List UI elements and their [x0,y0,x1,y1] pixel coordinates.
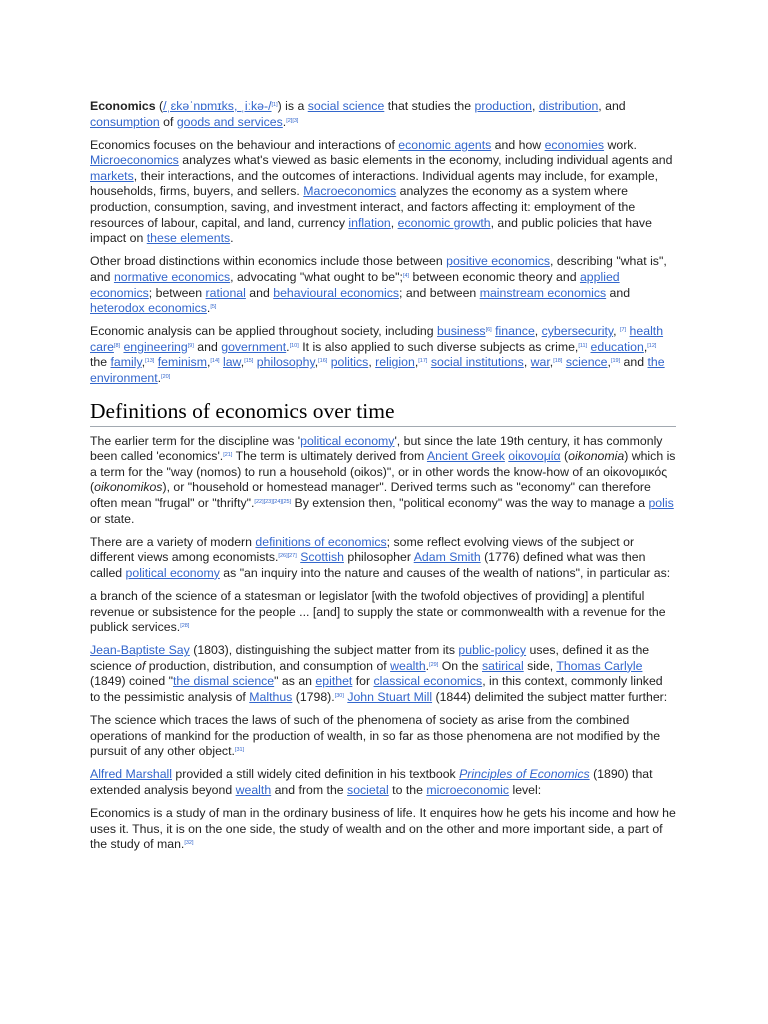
text-run: , [141,355,146,370]
link-microeconomics[interactable]: Microeconomics [90,153,179,168]
text-run: level: [509,782,542,797]
intro-paragraph-2 [90,138,676,247]
text-run: (1798). [292,690,335,704]
link-distribution[interactable]: distribution [538,99,599,113]
definitions-paragraph-2 [90,535,676,582]
link-heterodox-economics[interactable]: heterodox economics [90,301,207,316]
intro-paragraph-4 [90,324,676,386]
text-run: as "an inquiry into the nature and causes of the wealth of nations", in particular as: [219,565,671,580]
definitions-paragraph-6 [90,767,676,798]
text-run: ) is a [277,99,308,113]
text-run: Economics focuses on the behaviour and interactions of [90,137,399,152]
link-these-elements[interactable]: these elements [146,231,231,246]
text-run: By extension then, "political economy" was the way to manage a [291,495,649,510]
link-jean-baptiste-say[interactable]: Jean-Baptiste Say [90,643,190,658]
citation-ref[interactable]: [18] [553,358,563,365]
citation-ref[interactable]: [12] [647,342,657,349]
text-run: . [425,658,430,673]
citation-ref[interactable]: [17] [418,358,428,365]
link-wealth[interactable]: wealth [235,782,272,797]
text-run: , and public policies that have impact on [90,215,652,246]
text-run: (1849) coined " [90,674,173,689]
link-feminism[interactable]: feminism [157,355,207,370]
text-run: a branch of the science of a statesman or legislator [with the twofold objectives of providing] a plentiful revenue or subsistence for the people ... [and] to supply the state or commonwealth with a revenue for the publick services. [90,588,666,635]
text-run: side, [523,658,557,673]
link-cybersecurity[interactable]: cybersecurity [541,324,614,339]
definitions-section [90,434,676,853]
citation-ref[interactable]: [32] [184,840,194,847]
text-run: uses, defined it as the science [90,643,650,673]
link-definitions-of-economics[interactable]: definitions of economics [255,534,387,549]
link-positive-economics[interactable]: positive economics [446,254,551,269]
link-microeconomic[interactable]: microeconomic [426,782,510,797]
citation-ref[interactable]: [22][23][24][25] [254,498,292,505]
link-goods-and-services[interactable]: goods and services [176,114,283,129]
citation-ref[interactable]: [16] [318,358,328,365]
link-law[interactable]: law [222,355,241,370]
link-k-n-m-ks-i-k[interactable]: /ˌɛkəˈnɒmɪks, ˌiːkə-/ [163,99,272,113]
article-title-term: Economics [90,99,156,113]
italic-term: oikonomia [568,449,625,464]
link-religion[interactable]: religion [375,355,415,370]
citation-ref[interactable]: [11] [578,342,588,349]
link-the-dismal-science[interactable]: the dismal science [172,674,275,689]
citation-ref[interactable]: [26][27] [278,553,297,560]
text-run: . [230,231,234,246]
text-run: , [206,355,211,370]
text-run: , [534,324,542,339]
link-macroeconomics[interactable]: Macroeconomics [303,184,397,199]
link-satirical[interactable]: satirical [482,658,524,673]
link-epithet[interactable]: epithet [315,674,353,689]
text-run: , advocating "what ought to be"; [230,269,403,284]
text-run: The science which traces the laws of such of the phenomena of society as arise from the combined operations of mankind for the production of wealth, in so far as those phenomena are not modified by the pursuit of any other object. [90,713,661,759]
citation-ref[interactable]: [21] [223,452,233,459]
text-run: production, distribution, and consumption of [145,658,391,673]
link-government[interactable]: government [221,339,287,354]
link-economic-growth[interactable]: economic growth [397,215,491,230]
section-heading: Definitions of economics over time [90,398,676,427]
link-polis[interactable]: polis [648,495,674,510]
text-run: , [549,355,554,370]
link-business[interactable]: business [437,324,486,339]
intro-paragraph-3 [90,254,676,316]
link-political-economy[interactable]: political economy [300,433,395,448]
citation-ref[interactable]: [9] [187,342,194,349]
link-applied-economics[interactable]: applied economics [90,269,620,300]
link-science[interactable]: science [565,355,608,370]
text-run: work. [604,137,637,152]
link-social-science[interactable]: social science [307,99,385,113]
text-run: analyzes the economy as a system where production, consumption, saving, and investment interact, and factors affecting it: employment of the resources of labour, capital, and land, currency [90,184,636,230]
text-run: It is also applied to such diverse subjects as crime, [298,339,579,354]
link-john-stuart-mill[interactable]: John Stuart Mill [347,690,433,704]
citation-ref[interactable]: [1] [271,102,278,108]
italic-term: oikonomikos [94,480,163,495]
text-run: ), or "household or homestead manager". Derived terms such as "economy" can therefore often mean "frugal" or "thrifty". [90,480,651,510]
link-principles-of-economics[interactable]: Principles of Economics [459,767,590,782]
link-political-economy[interactable]: political economy [125,565,220,580]
link-thomas-carlyle[interactable]: Thomas Carlyle [556,658,643,673]
link-scottish[interactable]: Scottish [300,550,344,565]
text-run: analyzes what's viewed as basic elements in the economy, including individual agents and [178,153,673,168]
link-finance[interactable]: finance [495,324,535,339]
link-societal[interactable]: societal [347,782,389,797]
text-run: , [414,355,419,370]
text-run: . [206,301,211,316]
text-run: The earlier term for the discipline was ' [90,433,301,448]
text-run: (1776) defined what was then called [90,550,646,580]
text-run: , [643,339,648,354]
link-consumption[interactable]: consumption [90,114,160,129]
text-run: On the [438,658,483,673]
definitions-paragraph-1 [90,434,676,528]
text-run: , [390,215,398,230]
text-run: that studies the [384,99,475,113]
intro-paragraph-1 [90,99,676,130]
citation-ref[interactable]: [6] [485,327,492,334]
text-run: Economic analysis can be applied throughout society, including [90,324,438,339]
text-run: , [314,355,319,370]
text-run: , and [598,99,626,113]
italic-term: of [135,658,146,673]
citation-ref[interactable]: [30] [334,693,344,699]
definitions-paragraph-7 [90,806,676,853]
text-run: " as an [274,674,316,689]
citation-ref[interactable]: [31] [234,747,245,754]
citation-ref[interactable]: [7] [620,327,627,334]
text-run: and [193,339,222,354]
text-run: . [157,371,162,385]
link-wealth[interactable]: wealth [390,658,426,673]
link-ancient-greek[interactable]: Ancient Greek [426,449,505,464]
link-war[interactable]: war [530,355,550,370]
text-run: (1803), distinguishing the subject matter from its [189,643,459,658]
citation-ref[interactable]: [29] [429,661,439,668]
intro-section [90,99,676,387]
text-run: , [607,355,611,370]
text-run: and [606,285,631,300]
link-politics[interactable]: politics [330,355,369,370]
citation-ref[interactable]: [15] [244,358,254,365]
text-run: , [523,355,531,370]
text-run: the [90,355,111,370]
citation-ref[interactable]: [13] [145,358,155,365]
link-economies[interactable]: economies [544,137,605,152]
text-run: , [613,324,620,339]
link-adam-smith[interactable]: Adam Smith [413,550,481,565]
link-behavioural-economics[interactable]: behavioural economics [273,285,400,300]
link-link[interactable]: οἰκονομία [508,449,561,464]
text-run: ; between [148,285,206,300]
text-run: to the [388,782,427,797]
link-philosophy[interactable]: philosophy [256,355,315,370]
text-run: or state. [90,511,135,526]
text-run: , [240,355,245,370]
text-run: and [245,285,274,300]
citation-ref[interactable]: [2][3] [286,117,299,124]
citation-ref[interactable]: [5] [210,304,217,311]
citation-ref[interactable]: [10] [289,342,299,349]
text-run: (1890) that extended analysis beyond [90,767,653,797]
definitions-paragraph-5 [90,713,676,760]
text-run: (1844) delimited the subject matter further: [432,690,668,704]
citation-ref[interactable]: [28] [180,623,190,630]
link-malthus[interactable]: Malthus [249,690,293,704]
link-the-environment[interactable]: the environment [90,355,665,385]
definitions-paragraph-4 [90,643,676,705]
text-run: ; some reflect evolving views of the subject or different views among economists. [90,534,635,565]
text-run: ', but since the late 19th century, it has commonly been called 'economics'. [90,433,663,464]
text-run: between economic theory and [409,269,580,284]
text-run: philosopher [343,550,414,565]
link-education[interactable]: education [590,339,644,354]
text-run: , in this context, commonly linked to the pessimistic analysis of [90,674,663,704]
link-family[interactable]: family [110,355,142,370]
definitions-paragraph-3 [90,589,676,636]
text-run: Other broad distinctions within economics include those between [90,254,447,269]
citation-ref[interactable]: [4] [402,272,410,279]
text-run: of [159,114,177,129]
link-health-care[interactable]: health care [90,324,664,354]
link-mainstream-economics[interactable]: mainstream economics [479,285,607,300]
link-production[interactable]: production [474,99,532,113]
citation-ref[interactable]: [20] [161,374,171,380]
link-engineering[interactable]: engineering [123,339,188,354]
text-run: , their interactions, and the outcomes of interactions. Individual agents may include, for example, households, firms, buyers, and sellers. [90,168,659,199]
citation-ref[interactable]: [19] [610,358,621,365]
text-run: . [282,114,287,129]
text-run: ; and between [399,285,480,300]
text-run: , [368,355,376,370]
text-run: , describing "what is", and [90,254,667,284]
text-run: . [286,339,290,354]
link-social-institutions[interactable]: social institutions [430,355,524,370]
text-run: for [352,674,374,689]
citation-ref[interactable]: [8] [113,342,121,349]
text-run: Economics is a study of man in the ordinary business of life. It enquires how he gets his income and how he uses it. Thus, it is on the one side, the study of wealth and on the other and more important side, a part of the study of man. [90,806,676,852]
link-inflation[interactable]: inflation [348,215,391,230]
link-classical-economics[interactable]: classical economics [373,674,483,689]
link-public-policy[interactable]: public-policy [458,643,527,658]
text-run: provided a still widely cited definition in his textbook [172,767,460,782]
text-run: ( [560,449,569,464]
link-economic-agents[interactable]: economic agents [398,137,492,152]
text-run: , [531,99,539,113]
link-normative-economics[interactable]: normative economics [113,269,231,284]
citation-ref[interactable]: [14] [210,358,220,365]
text-run: ) which is a term for the "way (nomos) to run a household (oikos)", or in other words the know-how of an οἰκονομικός ( [90,449,676,495]
link-alfred-marshall[interactable]: Alfred Marshall [90,767,173,782]
text-run: There are a variety of modern [90,534,256,549]
text-run: ( [155,99,164,113]
text-run: and [620,355,648,370]
link-rational[interactable]: rational [205,285,246,300]
link-markets[interactable]: markets [90,168,134,183]
text-run: and from the [271,782,348,797]
text-run: and how [491,137,545,152]
text-run: The term is ultimately derived from [232,449,427,464]
article-body [90,99,676,860]
